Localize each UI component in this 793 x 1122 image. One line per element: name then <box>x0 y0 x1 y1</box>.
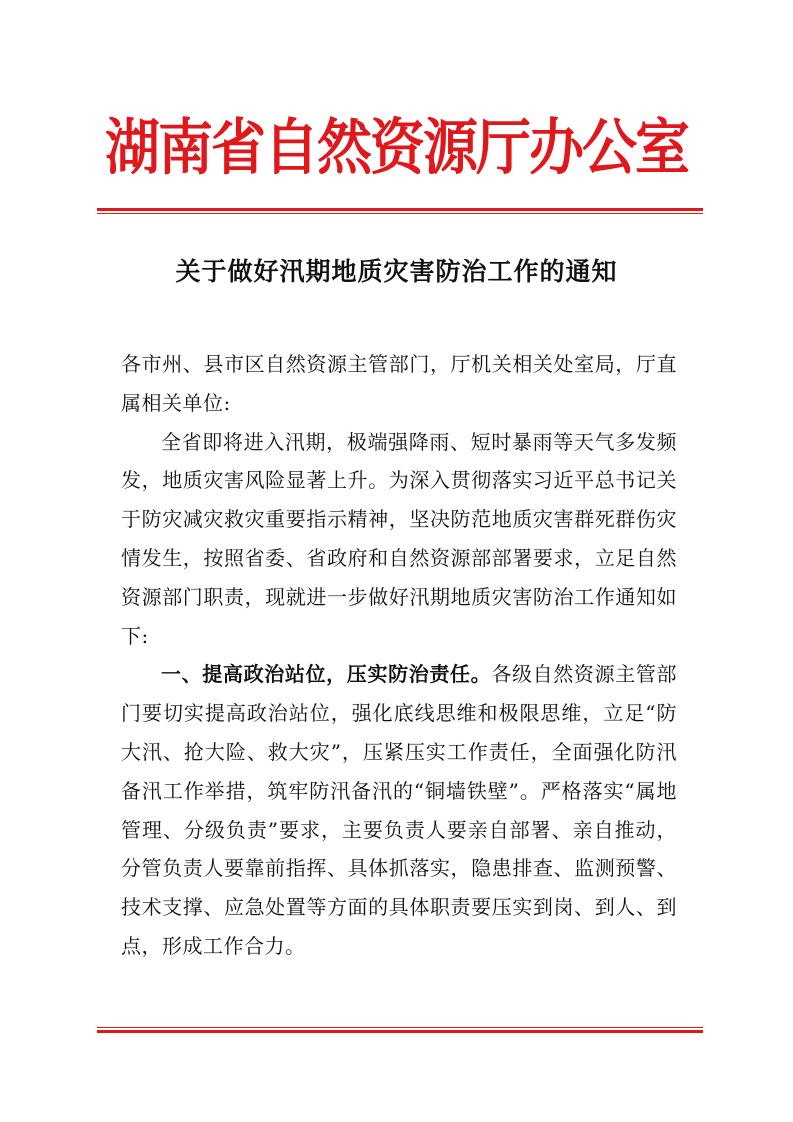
salutation: 各市州、县市区自然资源主管部门，厅机关相关处室局，厅直属相关单位: <box>121 352 677 415</box>
footer-red-rule <box>97 1027 703 1033</box>
rule-thin-line <box>97 213 703 214</box>
masthead-org-name: 湖南省自然资源厅办公室 <box>104 110 688 183</box>
rule-thick-line <box>97 1030 703 1033</box>
document-title: 关于做好汛期地质灾害防治工作的通知 <box>175 257 618 286</box>
document-body <box>121 345 677 966</box>
masthead-red-rule <box>97 208 703 214</box>
section-paragraph <box>121 655 677 965</box>
section-text: 各级自然资源主管部门要切实提高政治站位，强化底线思维和极限思维，立足“防大汛、抢大险、救大灾”，压紧压实工作责任，全面强化防汛备汛工作举措，筑牢防汛备汛的“铜墙铁壁”。严格落实“属地管理、分级负责”要求，主要负责人要亲自部署、亲自推动，分管负责人要靠前指挥、具体抓落实，隐患排查、监测预警、技术支撑、应急处置等方面的具体职责要压实到岗、到人、到点，形成工作合力。 <box>121 662 678 958</box>
intro-paragraph: 全省即将进入汛期，极端强降雨、短时暴雨等天气多发频发，地质灾害风险显著上升。为深入贯彻落实习近平总书记关于防灾减灾救灾重要指示精神，坚决防范地质灾害群死群伤灾情发生，按照省委、省政府和自然资源部部署要求，立足自然资源部门职责，现就进一步做好汛期地质灾害防治工作通知如下: <box>121 429 677 648</box>
section-heading: 一、提高政治站位，压实防治责任。 <box>161 662 492 687</box>
